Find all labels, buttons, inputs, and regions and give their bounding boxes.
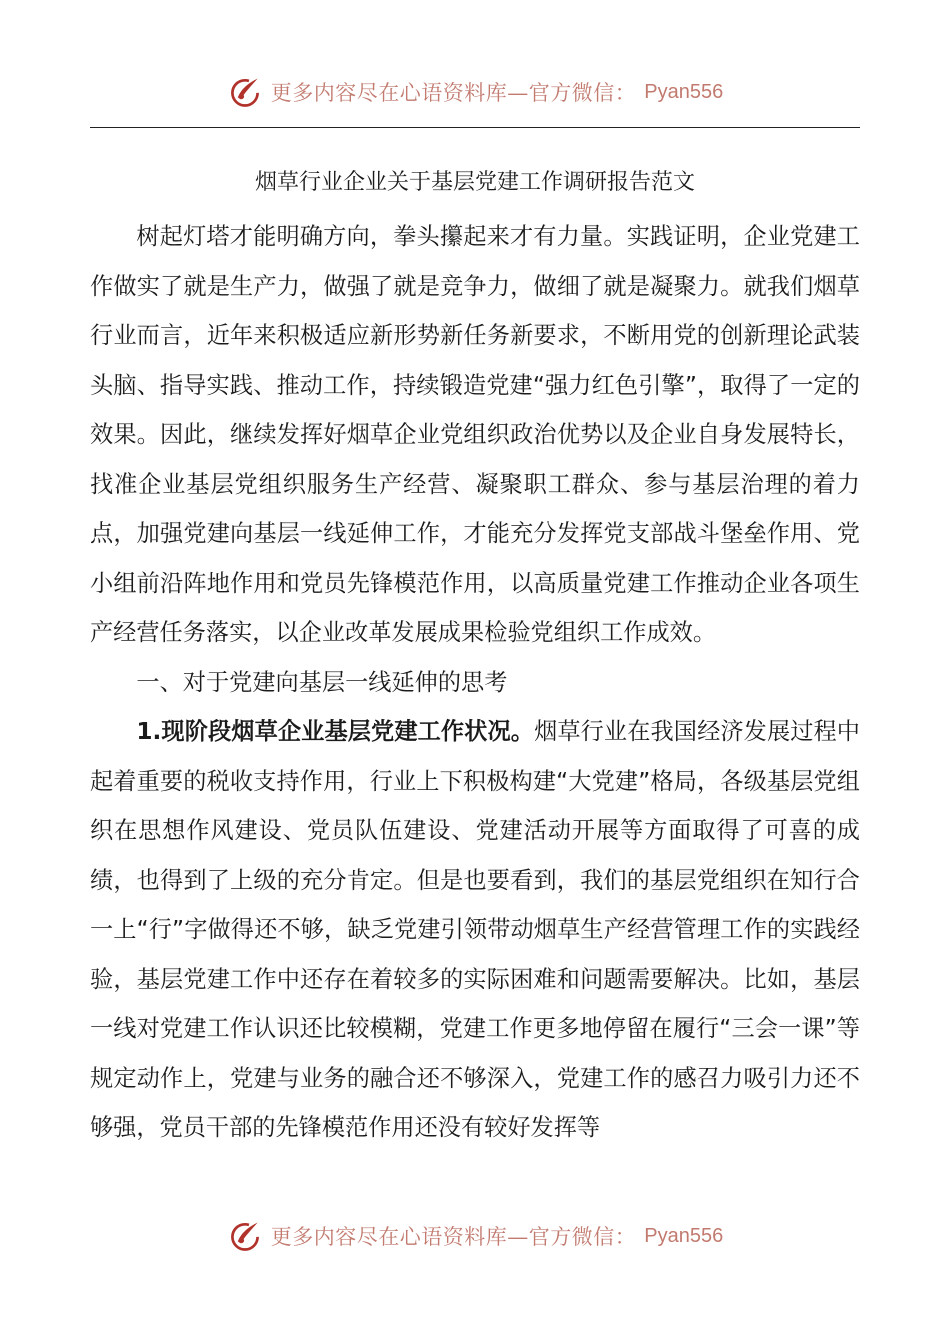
brand-logo-icon <box>227 1218 263 1254</box>
watermark-text: 更多内容尽在心语资料库—官方微信： <box>270 1225 637 1249</box>
point-paragraph <box>90 707 860 1153</box>
point-title: 1.现阶段烟草企业基层党建工作状况。 <box>136 718 535 745</box>
brand-logo-icon <box>227 74 263 110</box>
intro-paragraph: 树起灯塔才能明确方向，拳头攥起来才有力量。实践证明，企业党建工作做实了就是生产力，做强了就是竞争力，做细了就是凝聚力。就我们烟草行业而言，近年来积极适应新形势新任务新要求，不断用党的创新理论武装头脑、指导实践、推动工作，持续锻造党建“强力红色引擎”，取得了一定的效果。因此，继续发挥好烟草企业党组织政治优势以及企业自身发展特长，找准企业基层党组织服务生产经营、凝聚职工群众、参与基层治理的着力点，加强党建向基层一线延伸工作，才能充分发挥党支部战斗堡垒作用、党小组前沿阵地作用和党员先锋模范作用，以高质量党建工作推动企业各项生产经营任务落实，以企业改革发展成果检验党组织工作成效。 <box>90 223 860 646</box>
section-heading: 一、对于党建向基层一线延伸的思考 <box>136 668 508 696</box>
watermark-wechat-id: Pyan556 <box>644 80 724 103</box>
document-title: 烟草行业企业关于基层党建工作调研报告范文 <box>254 170 695 195</box>
footer-watermark <box>0 1214 950 1258</box>
watermark-wechat-id: Pyan556 <box>644 1224 724 1247</box>
watermark-text: 更多内容尽在心语资料库—官方微信： <box>270 81 637 105</box>
document-body <box>90 212 860 1153</box>
point-text: 烟草行业在我国经济发展过程中起着重要的税收支持作用，行业上下积极构建“大党建”格局，各级基层党组织在思想作风建设、党员队伍建设、党建活动开展等方面取得了可喜的成绩，也得到了上级的充分肯定。但是也要看到，我们的基层党组织在知行合一上“行”字做得还不够，缺乏党建引领带动烟草生产经营管理工作的实践经验，基层党建工作中还存在着较多的实际困难和问题需要解决。比如，基层一线对党建工作认识还比较模糊，党建工作更多地停留在履行“三会一课”等规定动作上，党建与业务的融合还不够深入，党建工作的感召力吸引力还不够强，党员干部的先锋模范作用还没有较好发挥等 <box>90 718 860 1141</box>
header-divider <box>90 127 860 128</box>
header-watermark <box>0 70 950 114</box>
